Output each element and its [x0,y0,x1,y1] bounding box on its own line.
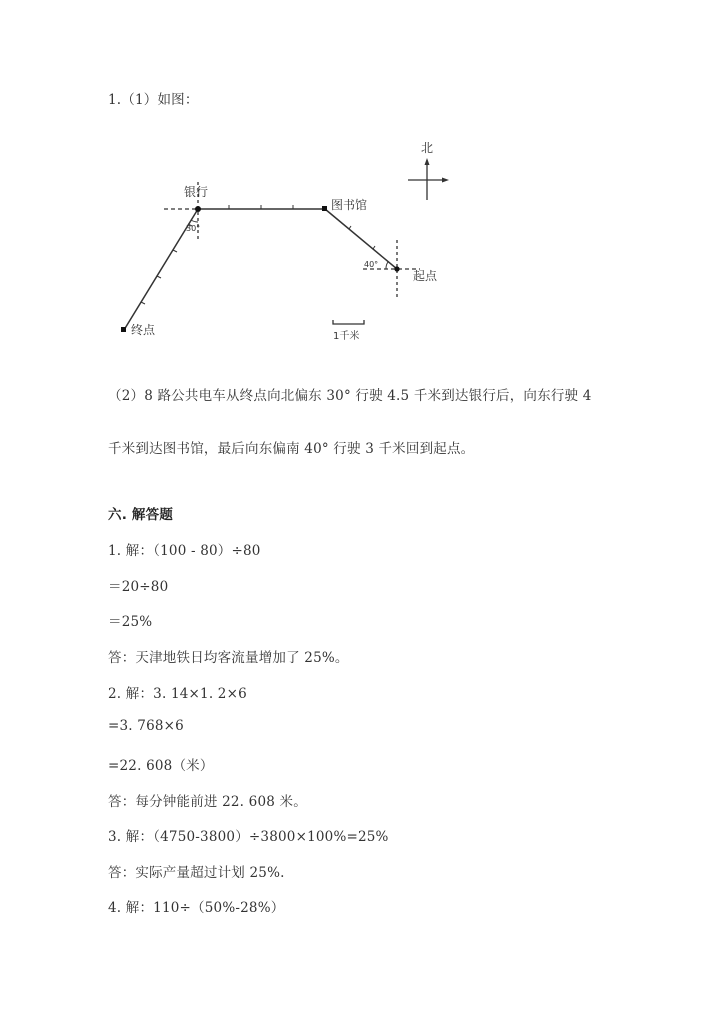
answer-line: =22. 608（米） [108,758,214,774]
start-label: 起点 [413,269,438,283]
start-point [394,266,399,271]
angle-start-label: 40° [364,260,379,269]
answer-line: 答：实际产量超过计划 25%. [108,865,285,881]
section6-title: 六. 解答题 [108,507,174,523]
bank-point [195,206,201,212]
answer-line: ＝25% [108,614,153,630]
bank-label: 银行 [184,185,209,199]
route-diagram [0,0,720,360]
q1-part2-line2: 千米到达图书馆，最后向东偏南 40° 行驶 3 千米回到起点。 [108,441,475,457]
end-label: 终点 [131,323,156,337]
answer-line: 答：每分钟能前进 22. 608 米。 [108,794,307,810]
answer-line: 答：天津地铁日均客流量增加了 25%。 [108,650,349,666]
answer-line: =3. 768×6 [108,718,184,734]
angle-bank-label: 30° [186,224,201,233]
answer-line: ＝20÷80 [108,579,169,595]
library-label: 图书馆 [331,198,368,212]
scale-label: 1千米 [333,331,360,342]
answer-line: 4. 解：110÷（50%-28%） [108,900,285,916]
library-point [322,206,327,211]
scale-bar [333,320,364,324]
q1-part1-label: 1.（1）如图： [108,92,199,108]
answer-line: 1. 解：（100 - 80）÷80 [108,543,261,559]
compass-icon [408,141,449,200]
end-point [121,327,126,332]
answer-line: 2. 解：3. 14×1. 2×6 [108,686,247,702]
compass-north-label: 北 [421,141,434,155]
answer-line: 3. 解：（4750-3800）÷3800×100%=25% [108,829,389,845]
q1-part2-line1: （2）8 路公共电车从终点向北偏东 30° 行驶 4.5 千米到达银行后，向东行驶 4 [108,388,592,404]
